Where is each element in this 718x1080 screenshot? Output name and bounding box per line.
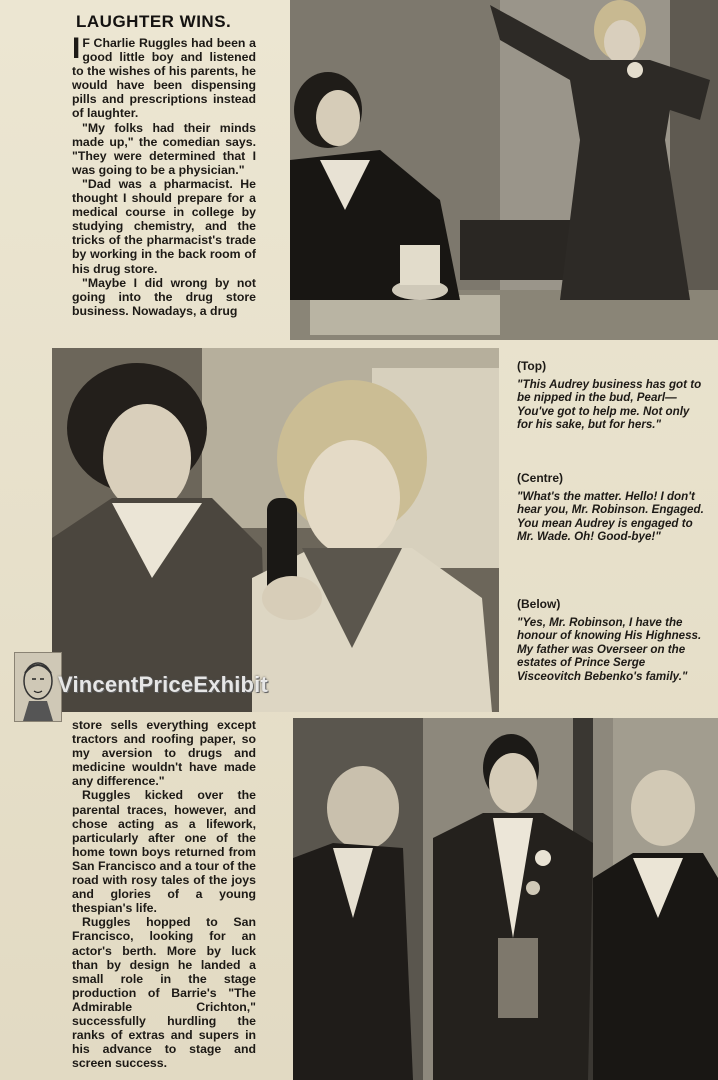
caption-text: "Yes, Mr. Robinson, I have the honour of knowing His Highness. My father was Overseer on the estates of Prince Serge Visceovitch Bebenko's family."	[517, 615, 702, 683]
article-column-1	[72, 32, 256, 318]
caption-label: (Below)	[517, 597, 561, 611]
drop-cap: I	[72, 32, 81, 65]
article-paragraph	[72, 32, 256, 121]
article-paragraph: store sells everything except tractors and roofing paper, so my aversion to drugs and medicine wouldn't have made any difference."	[72, 718, 256, 789]
portrait-sketch	[15, 653, 61, 721]
watermark-text: VincentPriceExhibit	[58, 672, 269, 697]
watermark	[14, 652, 334, 724]
caption-text: "What's the matter. Hello! I don't hear you, Mr. Robinson. Engaged. You mean Audrey is engaged to Mr. Wade. Oh! Good-bye!"	[517, 489, 704, 544]
watermark-portrait-icon	[14, 652, 62, 722]
article-paragraph: Ruggles hopped to San Francisco, looking for an actor's berth. More by luck than by design he landed a small role in the stage production of Barrie's "The Admirable Crichton," successfully hurdling the ranks of extras and supers in his advance to stage and screen success.	[72, 915, 256, 1071]
caption-label: (Top)	[517, 359, 547, 373]
photo-top-illustration	[290, 0, 718, 340]
headline: LAUGHTER WINS.	[76, 12, 232, 31]
photo-below-illustration	[293, 718, 718, 1080]
caption-top	[517, 360, 707, 432]
article-paragraph: "Dad was a pharmacist. He thought I should prepare for a medical course in college by studying chemistry, and the tricks of the pharmacist's trade by working in the back room of his drug store.	[72, 176, 256, 276]
paragraph-text: F Charlie Ruggles had been a good little boy and listened to the wishes of his parents, he would have been dispensing pills and prescriptions instead of laughter.	[72, 36, 256, 121]
photo-below	[293, 718, 718, 1080]
caption-text: "This Audrey business has got to be nipped in the bud, Pearl—You've got to help me. Not only for his sake, but for hers."	[517, 377, 702, 432]
article-paragraph: "My folks had their minds made up," the comedian says. "They were determined that I was going to be a physician."	[72, 120, 256, 177]
caption-below	[517, 598, 707, 684]
caption-centre	[517, 472, 707, 544]
article-column-2	[72, 718, 256, 1070]
caption-label: (Centre)	[517, 471, 564, 485]
article-paragraph: Ruggles kicked over the parental traces, however, and chose acting as a lifework, particularly after one of the home town boys returned from San Francisco and a tour of the road with rosy tales of the joys and glories of a young thespian's life.	[72, 788, 256, 916]
article-paragraph: "Maybe I did wrong by not going into the drug store business. Nowadays, a drug	[72, 275, 256, 318]
photo-top	[290, 0, 718, 340]
